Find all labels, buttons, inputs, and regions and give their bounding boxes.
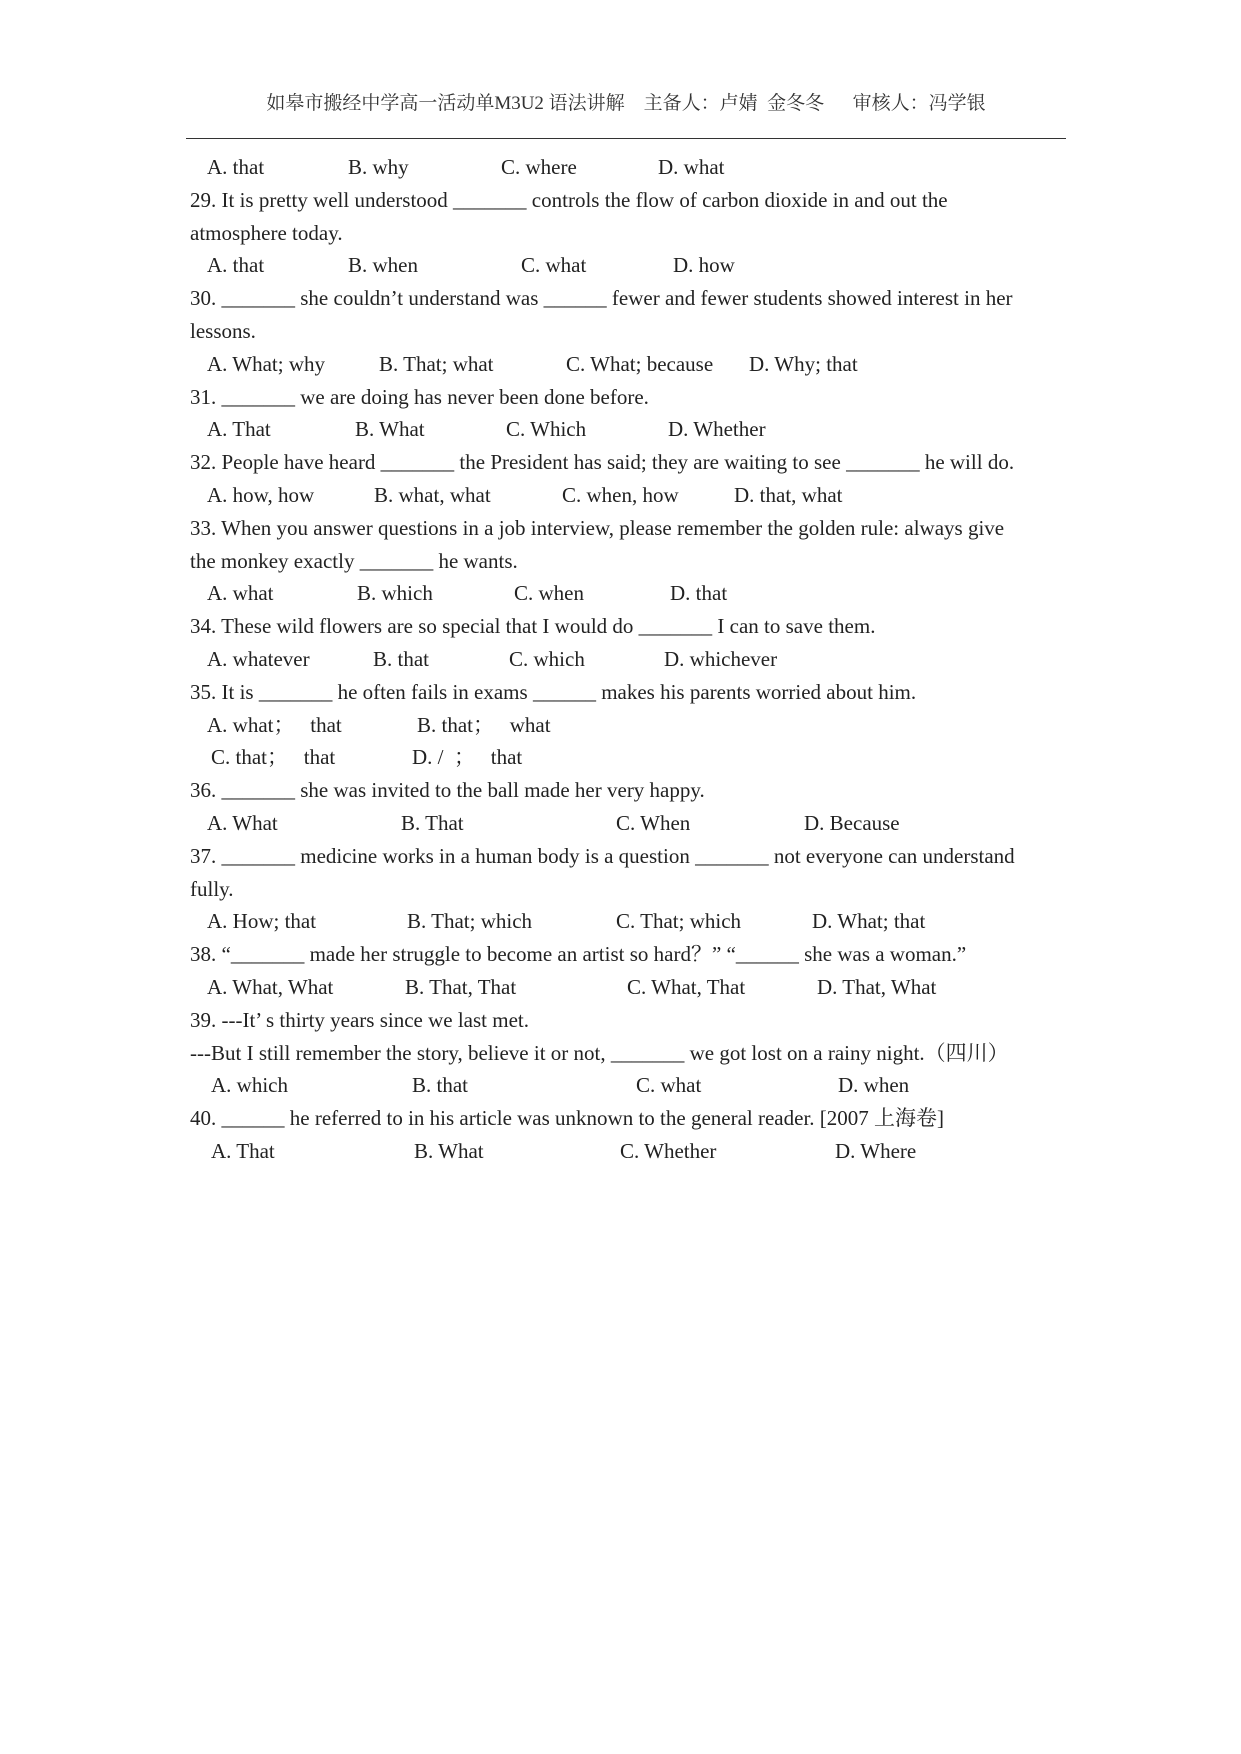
question-list [190,151,1070,1168]
answer-option: D. What; that [812,909,926,934]
question-text-line: 35. It is _______ he often fails in exams ______ makes his parents worried about him. [190,679,917,704]
answer-option: B. What [414,1138,484,1163]
answer-option: A. that [207,155,265,179]
answer-option: A. What, What [207,974,334,999]
question-text-line: fully. [190,876,234,901]
answer-option: B. That; what [379,351,494,376]
question-text-line: atmosphere today. [190,220,343,245]
answer-options-row [190,643,1070,676]
answer-option: C. what [521,253,587,278]
answer-option: A. what； that [207,712,342,737]
answer-option: C. That; which [616,909,742,934]
answer-options-row [190,1135,1070,1168]
answer-options-row [190,741,1070,774]
answer-option: C. which [509,646,585,671]
answer-options-row [190,151,1070,184]
answer-options-row [190,807,1070,840]
question-text-line: 33. When you answer questions in a job interview, please remember the golden rule: always give [190,515,1005,540]
answer-option: D. Why; that [749,351,858,376]
answer-option: A. That [211,1138,275,1163]
answer-option: A. which [211,1073,288,1098]
answer-option: A. What [207,810,278,835]
answer-option: B. That; which [407,909,533,934]
answer-option: A. what [207,581,274,606]
answer-option: C. that； that [211,745,336,770]
answer-options-row [190,971,1070,1004]
question-text-line: 40. ______ he referred to in his article was unknown to the general reader. [2007 上海卷] [190,1106,945,1131]
question-text-line: lessons. [190,318,256,343]
answer-option: B. that [412,1073,468,1098]
answer-option: C. Whether [620,1138,717,1163]
answer-option: B. that； what [417,712,551,737]
question-text-line: 37. _______ medicine works in a human body is a question _______ not everyone can understand [190,843,1015,868]
answer-option: C. What; because [566,351,714,376]
answer-options-row [190,479,1070,512]
answer-option: C. What, That [627,974,746,999]
answer-option: D. that [670,581,728,606]
question-text-line: 38. “_______ made her struggle to become an artist so hard？” “______ she was a woman.” [190,942,967,967]
answer-option: B. why [348,155,409,179]
answer-option: C. Which [506,417,587,442]
question-text-line: 29. It is pretty well understood _______ controls the flow of carbon dioxide in and out the [190,187,948,212]
question-text-line: 32. People have heard _______ the President has said; they are waiting to see _______ he will do. [190,450,1015,475]
answer-option: A. That [207,417,271,442]
question-text-line: the monkey exactly _______ he wants. [190,548,518,573]
answer-options-row [190,1069,1070,1102]
question-text-line: 36. _______ she was invited to the ball made her very happy. [190,778,705,803]
answer-option: B. which [357,581,433,606]
answer-options-row [190,709,1070,742]
answer-option: A. What; why [207,351,326,376]
answer-option: B. That, That [405,974,517,999]
answer-option: D. how [673,253,735,278]
question-text-line: 30. _______ she couldn’t understand was ______ fewer and fewer students showed interest in her [190,286,1013,311]
answer-option: D. Where [835,1138,917,1163]
answer-option: C. what [636,1073,702,1098]
answer-option: B. that [373,646,429,671]
answer-option: A. that [207,253,265,278]
answer-option: D. that, what [734,482,843,507]
answer-options-row [190,905,1070,938]
answer-options-row [190,348,1070,381]
answer-option: D. That, What [817,974,937,999]
question-text-line: 31. _______ we are doing has never been done before. [190,384,649,409]
answer-option: D. when [838,1073,910,1098]
answer-options-row [190,577,1070,610]
answer-option: C. when, how [562,482,679,507]
answer-option: B. when [348,253,418,278]
answer-option: B. what, what [374,482,491,507]
answer-option: D. what [658,155,725,179]
answer-option: D. Whether [668,417,766,442]
page-header: 如皋市搬经中学高一活动单M3U2 语法讲解 主备人：卢婧 金冬冬 审核人：冯学银 [266,93,986,114]
question-text-line: 39. ---It’ s thirty years since we last met. [190,1007,530,1032]
answer-option: B. That [401,810,464,835]
answer-option: D. / ； that [412,745,523,770]
answer-option: A. how, how [207,482,315,507]
answer-options-row [190,413,1070,446]
answer-option: C. where [501,155,577,179]
answer-option: A. How; that [207,909,317,934]
answer-option: C. When [616,810,691,835]
answer-option: A. whatever [207,646,310,671]
question-text-line: 34. These wild flowers are so special that I would do _______ I can to save them. [190,614,876,639]
answer-option: B. What [355,417,425,442]
answer-option: D. Because [804,810,900,835]
header-divider [186,138,1066,139]
answer-option: C. when [514,581,584,606]
question-text-line: ---But I still remember the story, believe it or not, _______ we got lost on a rainy night.（四川） [190,1040,1009,1065]
answer-options-row [190,249,1070,282]
answer-option: D. whichever [664,646,778,671]
